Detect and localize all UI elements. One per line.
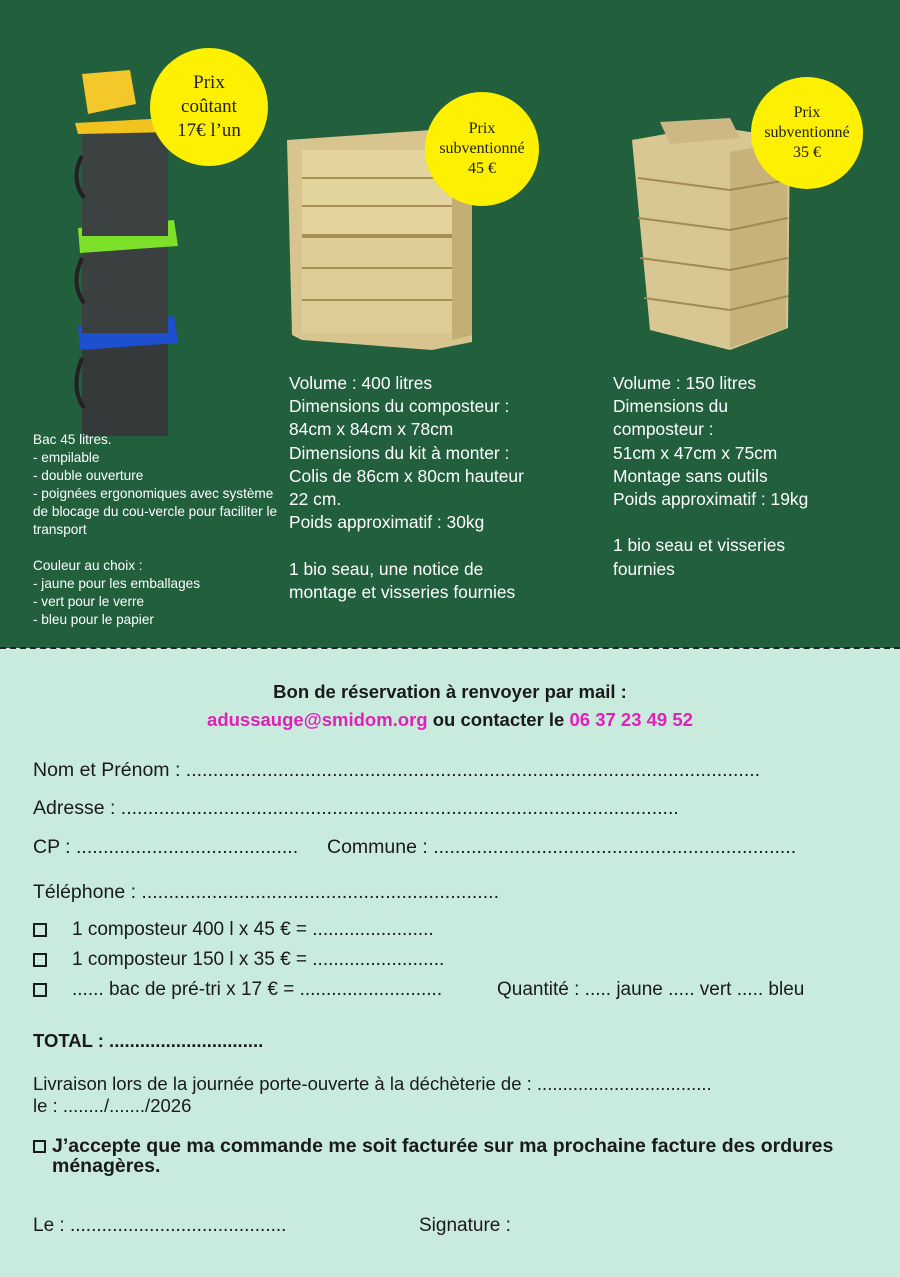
- checkbox-composter-400[interactable]: [33, 923, 47, 937]
- total-field[interactable]: TOTAL : ..............................: [33, 1030, 264, 1051]
- signature-field[interactable]: Signature :: [419, 1215, 511, 1236]
- contact-phone-link[interactable]: 06 37 23 49 52: [569, 709, 693, 730]
- name-field[interactable]: Nom et Prénom : ..........................................................................................................: [33, 759, 761, 781]
- checkbox-billing-consent[interactable]: [33, 1140, 46, 1153]
- date-field[interactable]: Le : .........................................: [33, 1215, 287, 1236]
- price-badge-composter-400: Prix subventionné 45 €: [425, 92, 539, 206]
- order-line-composter-150-label: 1 composteur 150 l x 35 € = .........................: [72, 949, 445, 970]
- dashed-cut-line: [0, 647, 900, 649]
- checkbox-composter-150[interactable]: [33, 953, 47, 967]
- contact-text: ou contacter le: [427, 709, 570, 730]
- address-field[interactable]: Adresse : .......................................................................................................: [33, 797, 679, 819]
- order-line-bins: [33, 978, 442, 1002]
- billing-consent: [33, 1136, 863, 1176]
- delivery-field[interactable]: Livraison lors de la journée porte-ouverte à la déchèterie de : .................................. le : ......../......./2026: [33, 1073, 712, 1116]
- reservation-form-title: [0, 678, 900, 734]
- price-badge-bins: Prix coûtant 17€ l’un: [150, 48, 268, 166]
- billing-consent-label: J’accepte que ma commande me soit facturée sur ma prochaine facture des ordures ménagères.: [52, 1135, 834, 1177]
- composter-150-description: Volume : 150 litres Dimensions du composteur : 51cm x 47cm x 75cm Montage sans outils Poids approximatif : 19kg 1 bio seau et visseries fournies: [613, 373, 809, 579]
- order-line-bins-label: ...... bac de pré-tri x 17 € = ...........................: [72, 979, 443, 1000]
- checkbox-bins[interactable]: [33, 983, 47, 997]
- form-title-text: Bon de réservation à renvoyer par mail :: [273, 681, 627, 702]
- phone-field[interactable]: Téléphone : ..................................................................: [33, 881, 499, 903]
- postcode-field[interactable]: CP : .........................................: [33, 836, 299, 858]
- price-badge-composter-150: Prix subventionné 35 €: [751, 77, 863, 189]
- order-line-composter-150: [33, 948, 444, 972]
- composter-400-description: Volume : 400 litres Dimensions du composteur : 84cm x 84cm x 78cm Dimensions du kit à monter : Colis de 86cm x 80cm hauteur 22 cm. Poids approximatif : 30kg 1 bio seau, une notice de montage et visseries fournies: [289, 373, 524, 602]
- order-line-composter-400-label: 1 composteur 400 l x 45 € = .......................: [72, 919, 434, 940]
- bins-quantity-field[interactable]: Quantité : ..... jaune ..... vert ..... bleu: [497, 979, 805, 1000]
- commune-field[interactable]: Commune : ...................................................................: [327, 836, 797, 858]
- contact-email-link[interactable]: adussauge@smidom.org: [207, 709, 428, 730]
- bin-body-yellow: [82, 128, 168, 236]
- order-line-composter-400: [33, 918, 434, 942]
- bins-description: Bac 45 litres. - empilable - double ouverture - poignées ergonomiques avec système de blocage du cou-vercle pour faciliter le transport Couleur au choix : - jaune pour les emballages - vert pour le verre - bleu pour le papier: [33, 432, 278, 627]
